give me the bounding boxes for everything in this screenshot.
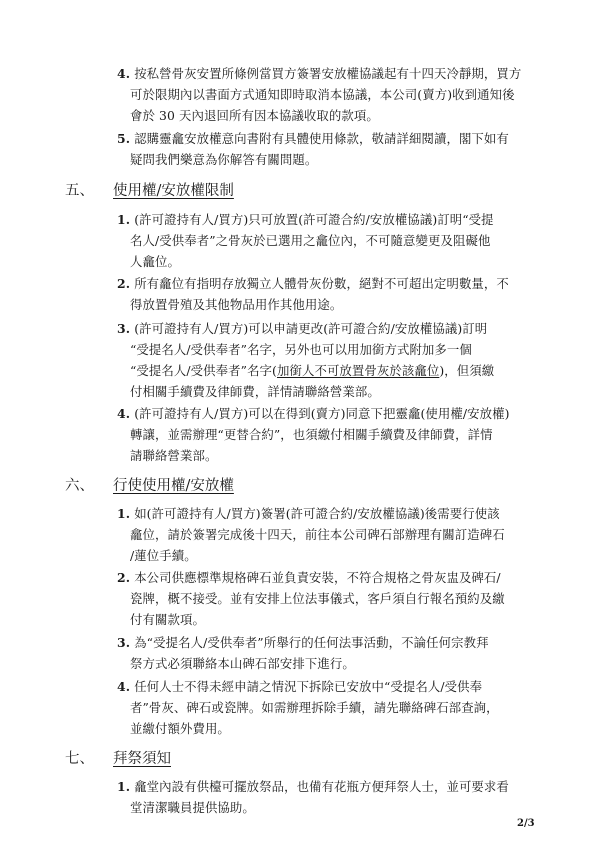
item-text: 按私營骨灰安置所條例當買方簽署安放權協議起有十四天冷靜期，買方 — [134, 66, 522, 81]
item-text: /蓮位手續。 — [130, 548, 197, 563]
item-text: 疑問我們樂意為你解答有關問題。 — [130, 152, 318, 167]
item-text: 本公司供應標準規格碑石並負責安裝，不符合規格之骨灰盅及碑石/ — [134, 570, 501, 585]
item-text: “受提名人/受供奉者”名字，另外也可以用加銜方式附加多一個 — [130, 342, 472, 357]
item-number: 2. — [117, 570, 131, 585]
list-item — [117, 776, 555, 818]
section-title: 拜祭須知 — [113, 751, 171, 767]
item-number: 4. — [117, 679, 131, 694]
section-number: 七、 — [65, 751, 94, 767]
item-text: 名人/受供奉者”之骨灰於已選用之龕位內，不可隨意變更及阻礙他 — [130, 233, 491, 248]
list-item — [117, 318, 555, 402]
item-text: 堂清潔職員提供協助。 — [130, 800, 255, 815]
item-text: 付有關款項。 — [130, 612, 205, 627]
item-text: (許可證持有人/買方)可以在得到(賣方)同意下把靈龕(使用權/安放權) — [134, 406, 510, 421]
item-text: 龕堂內設有供檯可擺放祭品，也備有花瓶方便拜祭人士，並可要求看 — [134, 779, 509, 794]
item-text: 人龕位。 — [130, 254, 180, 269]
item-text: “受提名人/受供奉者”名字( — [130, 363, 277, 378]
item-text: 並繳付額外費用。 — [130, 721, 230, 736]
item-text: 瓷牌，概不接受。並有安排上位法事儀式，客戶須自行報名預約及繳 — [130, 591, 505, 606]
item-number: 1. — [117, 212, 131, 227]
list-item — [117, 567, 555, 630]
underlined-text: 加銜人不可放置骨灰於該龕位 — [276, 363, 440, 378]
list-item — [117, 273, 555, 315]
list-item — [117, 632, 555, 674]
item-number: 4. — [117, 66, 131, 81]
list-item — [117, 63, 555, 126]
list-item — [117, 209, 555, 272]
item-text: )，但須繳 — [439, 363, 495, 378]
item-text: 祭方式必須聯絡本山碑石部安排下進行。 — [130, 656, 355, 671]
section-number: 六、 — [65, 478, 94, 494]
item-text: 為“受提名人/受供奉者”所舉行的任何法事活動，不論任何宗教拜 — [134, 635, 489, 650]
item-text: (許可證持有人/買方)只可放置(許可證合約/安放權協議)訂明“受提 — [134, 212, 494, 227]
list-item — [117, 503, 555, 566]
page-number: 2/3 — [517, 818, 535, 829]
item-text: 如(許可證持有人/買方)簽署(許可證合約/安放權協議)後需要行使該 — [134, 506, 500, 521]
item-number: 5. — [117, 131, 131, 146]
item-text: 轉讓，並需辦理“更替合約”，也須繳付相關手續費及律師費，詳情 — [130, 427, 493, 442]
item-number: 3. — [117, 635, 131, 650]
item-text: 任何人士不得未經申請之情況下拆除已安放中“受提名人/受供奉 — [134, 679, 483, 694]
item-text: 可於限期內以書面方式通知即時取消本協議，本公司(賣方)收到通知後 — [130, 87, 515, 102]
list-item — [117, 676, 555, 739]
list-item — [117, 403, 555, 466]
section-heading — [65, 749, 171, 769]
section-title: 行使使用權/安放權 — [113, 478, 234, 494]
item-text: 龕位，請於簽署完成後十四天，前往本公司碑石部辦理有關訂造碑石 — [130, 527, 505, 542]
section-heading — [65, 181, 234, 201]
item-text: 付相關手續費及律師費，詳情請聯絡營業部。 — [130, 384, 380, 399]
item-text: 所有龕位有指明存放獨立人體骨灰份數，絕對不可超出定明數量，不 — [134, 276, 509, 291]
item-number: 2. — [117, 276, 131, 291]
section-heading — [65, 476, 234, 496]
item-number: 3. — [117, 321, 131, 336]
item-number: 4. — [117, 406, 131, 421]
section-title: 使用權/安放權限制 — [113, 183, 234, 199]
item-number: 1. — [117, 506, 131, 521]
section-number: 五、 — [65, 183, 94, 199]
item-number: 1. — [117, 779, 131, 794]
item-text: 得放置骨殖及其他物品用作其他用途。 — [130, 297, 343, 312]
item-text: 會於 30 天內退回所有因本協議收取的款項。 — [130, 108, 379, 123]
item-text: 認購靈龕安放權意向書附有具體使用條款，敬請詳細閱讀，閣下如有 — [134, 131, 509, 146]
item-text: 請聯絡營業部。 — [130, 448, 218, 463]
item-text: (許可證持有人/買方)可以申請更改(許可證合約/安放權協議)訂明 — [134, 321, 488, 336]
item-text: 者”骨灰、碑石或瓷牌。如需辦理拆除手續，請先聯絡碑石部查詢， — [130, 700, 499, 715]
list-item — [117, 128, 555, 170]
